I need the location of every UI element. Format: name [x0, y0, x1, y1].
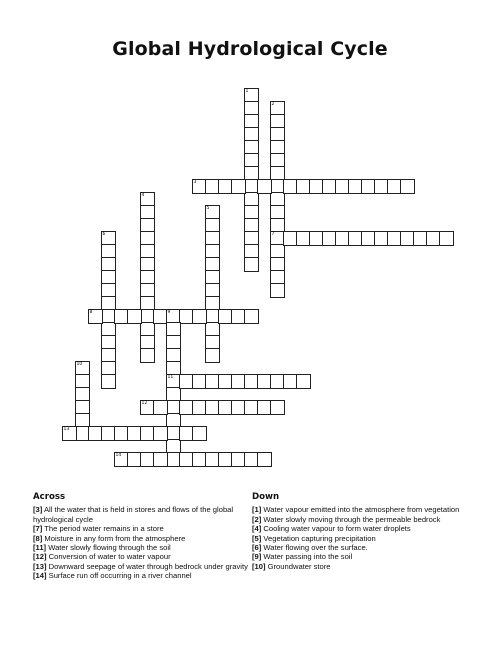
- cell-number: 6: [102, 231, 106, 237]
- across-heading: Across: [33, 492, 66, 502]
- down-clue: [252, 515, 467, 524]
- down-clue: [252, 524, 467, 533]
- clue-text: Water slowly flowing through the soil: [46, 543, 171, 553]
- cell-number: 8: [89, 309, 93, 315]
- clue-text: Cooling water vapour to form water droplets: [261, 524, 411, 534]
- grid-cell[interactable]: [205, 348, 220, 363]
- clue-text: Surface run off occurring in a river channel: [46, 571, 192, 581]
- down-heading: Down: [252, 492, 280, 502]
- cell-number: 10: [76, 361, 83, 367]
- clue-text: Downward seepage of water through bedrock under gravity: [46, 561, 248, 571]
- clue-number: [1]: [252, 505, 262, 515]
- grid-cell[interactable]: [270, 400, 285, 415]
- down-clue: [252, 534, 467, 543]
- clue-number: [2]: [252, 514, 262, 524]
- grid-cell[interactable]: [62, 426, 77, 441]
- grid-cell[interactable]: [192, 309, 207, 324]
- clue-number: [11]: [33, 543, 47, 553]
- grid-cell[interactable]: [244, 309, 259, 324]
- clue-text: Water vapour emitted into the atmosphere from vegetation: [261, 505, 460, 515]
- cell-number: 2: [271, 101, 275, 107]
- grid-cell[interactable]: [88, 309, 103, 324]
- clue-number: [13]: [33, 561, 47, 571]
- across-clue: [33, 524, 248, 533]
- grid-cell[interactable]: [270, 283, 285, 298]
- clue-text: Vegetation capturing precipitation: [261, 533, 376, 543]
- down-clue: [252, 562, 467, 571]
- down-clue: [252, 552, 467, 561]
- clue-text: All the water that is held in stores and flows of the global hydrological cycle: [33, 505, 234, 524]
- grid-cell[interactable]: [257, 179, 272, 194]
- clue-text: Moisture in any form from the atmosphere: [42, 533, 186, 543]
- grid-cell[interactable]: [127, 309, 142, 324]
- across-clue: [33, 562, 248, 571]
- cell-number: 3: [193, 179, 197, 185]
- clue-text: Groundwater store: [265, 561, 331, 571]
- clue-text: Water slowly moving through the permeable bedrock: [261, 514, 441, 524]
- grid-cell[interactable]: [140, 348, 155, 363]
- clue-text: Water flowing over the surface.: [261, 543, 368, 553]
- grid-cell[interactable]: [231, 179, 246, 194]
- across-clues: [33, 493, 248, 581]
- grid-cell[interactable]: [192, 426, 207, 441]
- across-clue: [33, 552, 248, 561]
- across-clue: [33, 543, 248, 552]
- clue-number: [3]: [33, 505, 43, 515]
- clue-number: [5]: [252, 533, 262, 543]
- clue-text: Water passing into the soil: [261, 552, 353, 562]
- cell-number: 7: [271, 231, 275, 237]
- grid-cell[interactable]: [257, 452, 272, 467]
- clue-number: [7]: [33, 524, 43, 534]
- grid-cell[interactable]: [153, 400, 168, 415]
- grid-cell[interactable]: [296, 374, 311, 389]
- down-clues: [252, 493, 467, 571]
- grid-cell[interactable]: [244, 257, 259, 272]
- cell-number: 9: [167, 309, 171, 315]
- cell-number: 1: [245, 88, 249, 94]
- clue-text: Conversion of water to water vapour: [46, 552, 171, 562]
- grid-cell[interactable]: [439, 231, 454, 246]
- clue-text: The period water remains in a store: [42, 524, 164, 534]
- clue-number: [4]: [252, 524, 262, 534]
- cell-number: 4: [141, 192, 145, 198]
- grid-cell[interactable]: [153, 452, 168, 467]
- across-clue: [33, 571, 248, 580]
- grid-cell[interactable]: [153, 426, 168, 441]
- clue-number: [6]: [252, 543, 262, 553]
- cell-number: 11: [167, 374, 174, 380]
- clue-number: [10]: [252, 561, 266, 571]
- clue-number: [14]: [33, 571, 47, 581]
- down-clue: [252, 505, 467, 514]
- clue-number: [9]: [252, 552, 262, 562]
- grid-cell[interactable]: [101, 374, 116, 389]
- cell-number: 14: [115, 452, 122, 458]
- across-clue: [33, 534, 248, 543]
- down-clue: [252, 543, 467, 552]
- grid-cell[interactable]: [400, 179, 415, 194]
- clue-number: [12]: [33, 552, 47, 562]
- across-clue: [33, 505, 248, 524]
- cell-number: 12: [141, 400, 148, 406]
- cell-number: 5: [206, 205, 210, 211]
- puzzle-title: Global Hydrological Cycle: [112, 38, 388, 60]
- cell-number: 13: [63, 426, 70, 432]
- clue-number: [8]: [33, 533, 43, 543]
